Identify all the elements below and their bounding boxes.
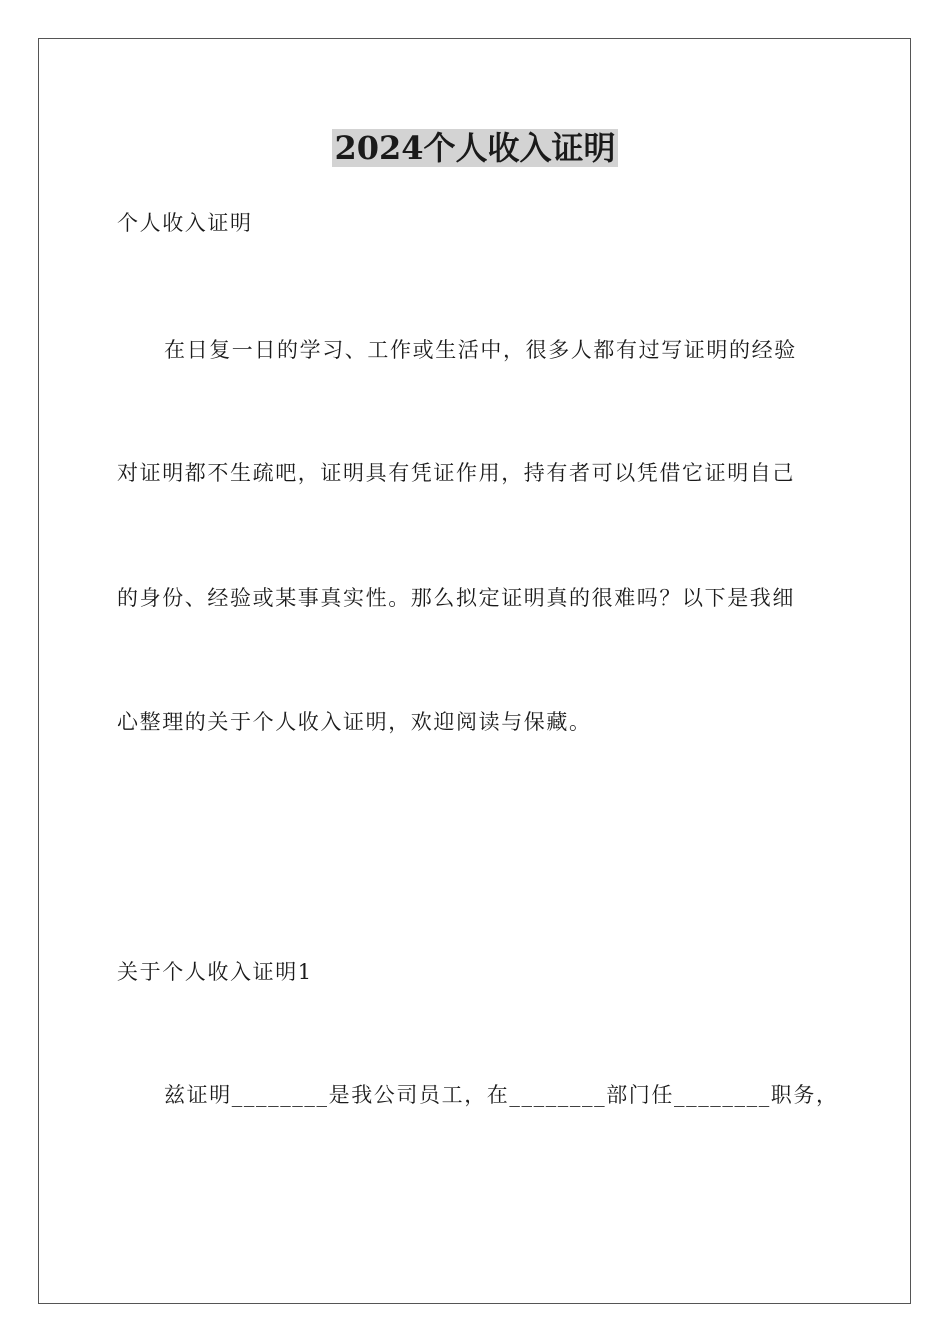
intro-line-1: 在日复一日的学习、工作或生活中，很多人都有过写证明的经验 <box>164 338 797 362</box>
certificate-body-line: 兹证明________是我公司员工，在________部门任________职务， <box>164 1083 839 1107</box>
intro-line-4: 心整理的关于个人收入证明，欢迎阅读与保藏。 <box>117 710 592 734</box>
document-title-text: 2024个人收入证明 <box>334 129 616 167</box>
document-title <box>0 126 950 170</box>
section-heading: 关于个人收入证明1 <box>117 960 313 984</box>
document-subtitle: 个人收入证明 <box>117 211 253 235</box>
intro-line-3: 的身份、经验或某事真实性。那么拟定证明真的很难吗？以下是我细 <box>117 586 795 610</box>
intro-line-2: 对证明都不生疏吧，证明具有凭证作用，持有者可以凭借它证明自己 <box>117 461 795 485</box>
